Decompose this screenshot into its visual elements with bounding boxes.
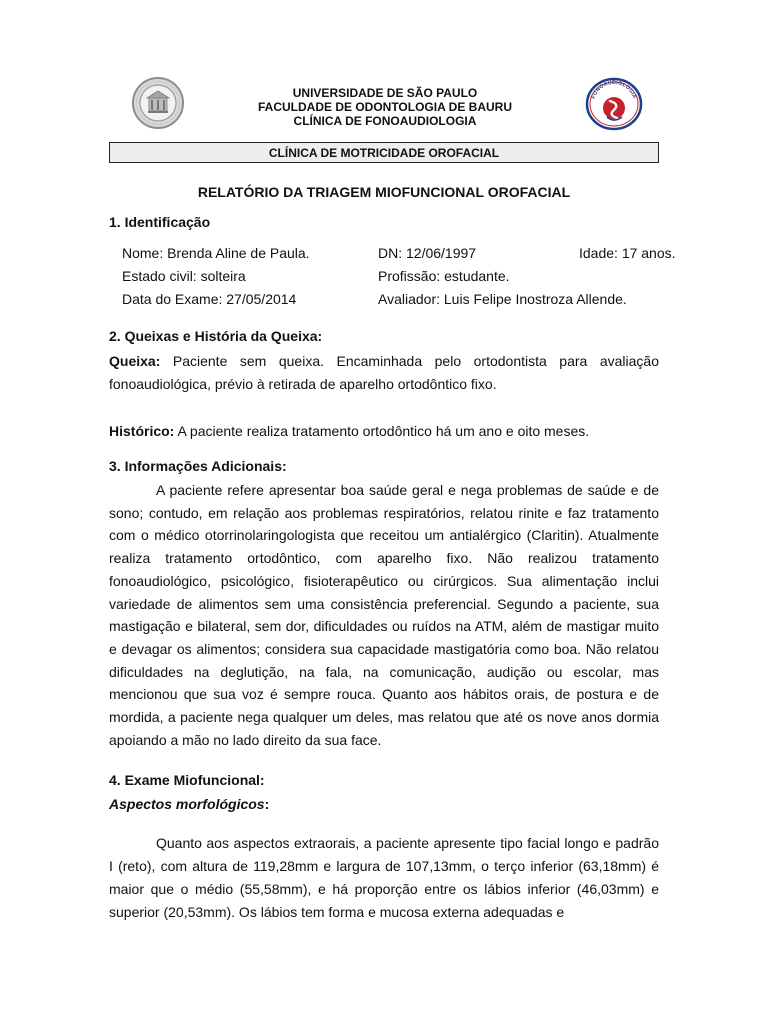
patient-age: Idade: 17 anos. <box>579 245 676 261</box>
birth-date: DN: 12/06/1997 <box>378 245 477 261</box>
clinic-section-box: CLÍNICA DE MOTRICIDADE OROFACIAL <box>109 142 659 163</box>
historico-label: Histórico: <box>109 423 175 439</box>
university-name: UNIVERSIDADE DE SÃO PAULO <box>292 86 478 100</box>
svg-text:FONOAUDIOLOGIA: FONOAUDIOLOGIA <box>590 79 638 100</box>
patient-name: Nome: Brenda Aline de Paula. <box>122 245 310 261</box>
identification-row <box>122 291 682 309</box>
report-title: RELATÓRIO DA TRIAGEM MIOFUNCIONAL OROFACIAL <box>197 184 571 200</box>
additional-info-paragraph: A paciente refere apresentar boa saúde geral e nega problemas de saúde e de sono; contudo, em relação aos problemas respiratórios, relatou rinite e faz tratamento com o médico otorrinolaringologista que receitou um antialérgico (Claritin). Atualmente realiza tratamento ortodôntico, com aparelho fixo. Não realizou tratamento fonoaudiológico, psicológico, fisioterapêutico ou cirúrgicos. Sua alimentação inclui variedade de alimentos sem uma consistência preferencial. Segundo a paciente, sua mastigação e bilateral, sem dor, dificuldades ou ruídos na ATM, além de mastigar muito e devagar os alimentos; considera sua capacidade mastigatória como boa. Não relatou dificuldades na deglutição, na fala, na comunicação, audição ou escolar, mas mencionou que sua voz é sempre rouca. Quanto aos hábitos orais, de postura e de mordida, a paciente nega qualquer um deles, mas relatou que até os nove anos dormia apoiando a mão no lado direito da sua face. <box>109 482 659 748</box>
institution-header <box>190 86 580 128</box>
queixa-paragraph <box>109 350 659 396</box>
fonoaudiologia-logo <box>585 77 643 131</box>
faculty-name: FACULDADE DE ODONTOLOGIA DE BAURU <box>257 100 512 114</box>
subheading-colon: : <box>264 796 270 812</box>
section-2-heading: 2. Queixas e História da Queixa: <box>109 328 323 344</box>
identification-row <box>122 268 682 286</box>
section-1-heading: 1. Identificação <box>109 214 211 230</box>
queixa-text: Paciente sem queixa. Encaminhada pelo ortodontista para avaliação fonoaudiológica, prévio à retirada de aparelho ortodôntico fixo. <box>109 353 659 392</box>
historico-text: A paciente realiza tratamento ortodôntico há um ano e oito meses. <box>174 423 590 439</box>
exam-date: Data do Exame: 27/05/2014 <box>122 291 297 307</box>
section-3-heading: 3. Informações Adicionais: <box>109 458 287 474</box>
morphological-paragraph: Quanto aos aspectos extraorais, a paciente apresente tipo facial longo e padrão I (reto), com altura de 119,28mm e largura de 107,13mm, o terço inferior (63,18mm) é maior que o médio (55,58mm), e há proporção entre os lábios inferior (46,03mm) e superior (20,53mm). Os lábios tem forma e mucosa externa adequadas e <box>109 835 659 920</box>
clinic-name: CLÍNICA DE FONOAUDIOLOGIA <box>293 114 477 128</box>
subheading-text: Aspectos morfológicos <box>109 796 265 812</box>
university-seal-logo <box>131 76 185 130</box>
marital-status: Estado civil: solteira <box>122 268 246 284</box>
historico-paragraph <box>109 420 659 443</box>
identification-row <box>122 245 682 263</box>
section-4-heading: 4. Exame Miofuncional: <box>109 772 265 788</box>
profession: Profissão: estudante. <box>378 268 510 284</box>
morphological-aspects-subheading <box>109 796 269 812</box>
queixa-label: Queixa: <box>109 353 161 369</box>
evaluator: Avaliador: Luis Felipe Inostroza Allende. <box>378 291 627 307</box>
